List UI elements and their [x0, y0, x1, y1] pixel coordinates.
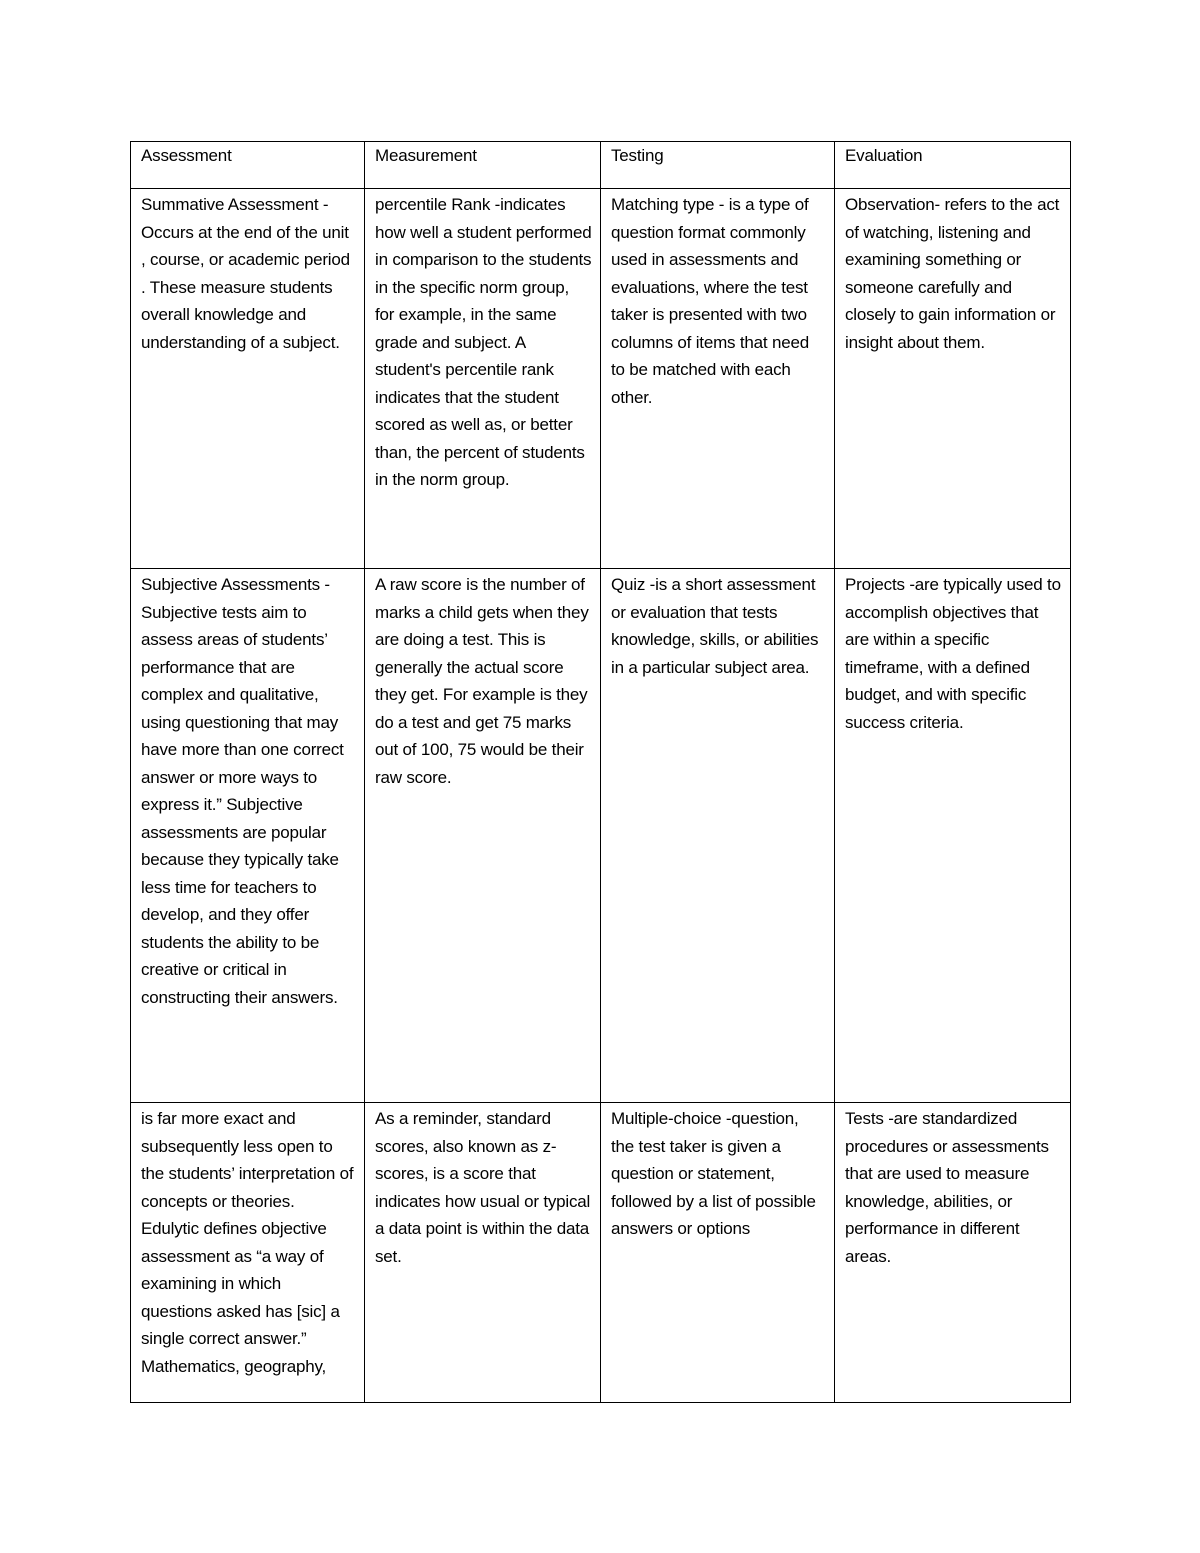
table-cell: is far more exact and subsequently less open to the students’ interpretation of concepts or theories. Edulytic defines objective assessment as “a way of examining in which questions asked has [sic] a single correct answer.” Mathematics, geography, — [131, 1103, 365, 1403]
table-cell: Matching type - is a type of question format commonly used in assessments and evaluations, where the test taker is presented with two columns of items that need to be matched with each other. — [601, 189, 835, 569]
table-row — [131, 569, 1071, 1103]
table-cell: Observation- refers to the act of watching, listening and examining something or someone carefully and closely to gain information or insight about them. — [835, 189, 1071, 569]
header-testing: Testing — [601, 142, 835, 189]
table-cell: Subjective Assessments - Subjective tests aim to assess areas of students’ performance that are complex and qualitative, using questioning that may have more than one correct answer or more ways to express it.” Subjective assessments are popular because they typically take less time for teachers to develop, and they offer students the ability to be creative or critical in constructing their answers. — [131, 569, 365, 1103]
comparison-table — [130, 141, 1071, 1403]
table-row — [131, 189, 1071, 569]
table-cell: Multiple-choice -question, the test taker is given a question or statement, followed by a list of possible answers or options — [601, 1103, 835, 1403]
table-header-row — [131, 142, 1071, 189]
table-row — [131, 1103, 1071, 1403]
table-cell: percentile Rank -indicates how well a student performed in comparison to the students in the specific norm group, for example, in the same grade and subject. A student's percentile rank indicates that the student scored as well as, or better than, the percent of students in the norm group. — [365, 189, 601, 569]
header-evaluation: Evaluation — [835, 142, 1071, 189]
table-cell: As a reminder, standard scores, also known as z-scores, is a score that indicates how usual or typical a data point is within the data set. — [365, 1103, 601, 1403]
table-cell: A raw score is the number of marks a child gets when they are doing a test. This is generally the actual score they get. For example is they do a test and get 75 marks out of 100, 75 would be their raw score. — [365, 569, 601, 1103]
header-measurement: Measurement — [365, 142, 601, 189]
table-cell: Projects -are typically used to accomplish objectives that are within a specific timeframe, with a defined budget, and with specific success criteria. — [835, 569, 1071, 1103]
header-assessment: Assessment — [131, 142, 365, 189]
table-cell: Tests -are standardized procedures or assessments that are used to measure knowledge, abilities, or performance in different areas. — [835, 1103, 1071, 1403]
table-cell: Quiz -is a short assessment or evaluation that tests knowledge, skills, or abilities in a particular subject area. — [601, 569, 835, 1103]
table-cell: Summative Assessment - Occurs at the end of the unit , course, or academic period . These measure students overall knowledge and understanding of a subject. — [131, 189, 365, 569]
